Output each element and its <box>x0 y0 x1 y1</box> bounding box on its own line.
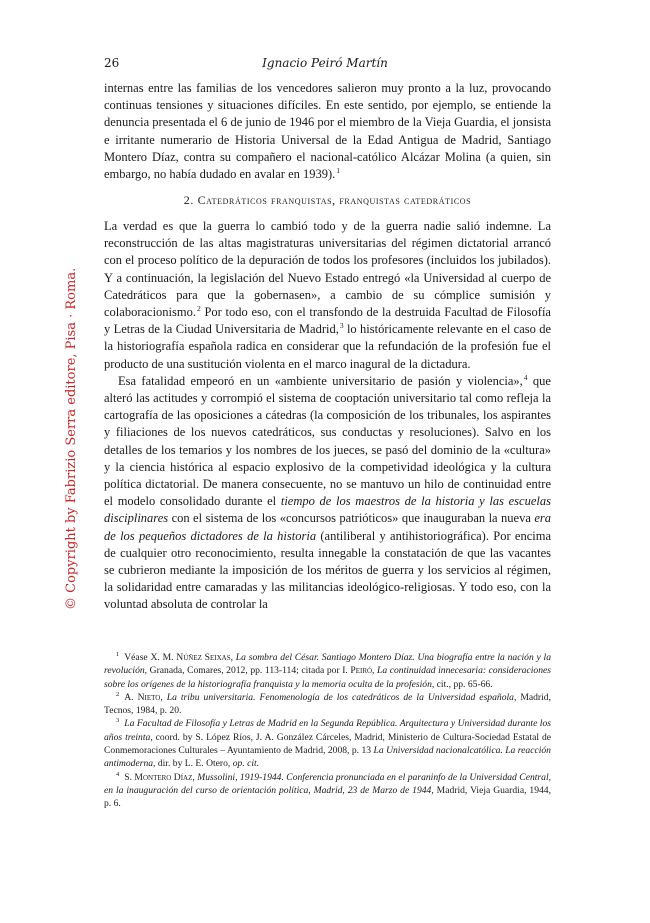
fn4-author: Montero Díaz <box>134 771 193 783</box>
page-number: 26 <box>104 56 120 70</box>
fn1-title2: La continuidad innecesaria: consideraciones sobre los orígenes de la historiografía franquista y la memoria oculta de la profesión <box>104 665 551 690</box>
footnote-ref-1[interactable]: 1 <box>336 166 341 176</box>
p1-text-a: La verdad es que la guerra lo cambió todo y de la guerra nadie salió indemne. La reconstrucción de las altas magistraturas universitarias del régimen dictatorial arrancó con el proceso político de la depuración de todos los profesores (incluidos los jubilados). Y a continuación, la legislación del Nuevo Estado entregó «la Universidad al cuerpo de Catedráticos para que la gobernasen», a cambio de su cómplice sumisión y colaboracionismo. <box>104 219 551 320</box>
fn1-t1: , <box>230 652 236 663</box>
fn4-t2: , Madrid, Vieja Guardia, 1944, p. 6. <box>104 784 551 810</box>
footnotes <box>104 651 551 811</box>
fn2-author: Nieto <box>137 691 161 703</box>
footnote-number: 4 <box>116 770 120 778</box>
p2-text-b: que alteró las actitudes y corrompió el sistema de cooptación universitario tal como refleja la cartografía de las oposiciones a cátedras (la composición de los tribunales, los aspirantes y filiaciones de los nuevos catedráticos, sus conductas y resoluciones). Salvo en los detalles de los temarios y los nombres de los jueces, se pasó del dominio de la «cultura» y la ciencia histórica al espacio explosivo de la competividad ideológica y la cultura política dictatorial. De manera consecuente, no se mantuvo un hilo de continuidad entre el modelo consolidado durante el <box>104 373 551 509</box>
footnote-ref-3[interactable]: 3 <box>339 321 344 331</box>
section-title: Catedráticos franquistas, franquistas catedráticos <box>197 193 472 207</box>
fn1-t2: , Granada, Comares, 2012, pp. 113-114; citada por I. <box>144 665 351 677</box>
fn1-author2: Peiró <box>350 665 373 677</box>
fn3-t1: , coord. by S. López Ríos, J. A. González Cárceles, Madrid, Ministerio de Cultura-Sociedad Estatal de Conmemoraciones Culturales – Ayuntamiento de Madrid, 2008, p. 13 <box>104 731 552 757</box>
section-heading <box>104 192 551 208</box>
fn2-t2: , Madrid, Tecnos, 1984, p. 20. <box>104 691 551 717</box>
section-body <box>104 218 551 614</box>
fn3-title2: La Universidad nacionalcatólica. La reacción antimoderna <box>104 745 551 770</box>
footnote-3 <box>104 717 551 770</box>
fn2-title: La tribu universitaria. Fenomenología de los catedráticos de la Universidad española <box>166 691 514 703</box>
fn1-t3: , <box>372 665 378 677</box>
fn1-author: Núñez Seixas <box>176 652 231 663</box>
p2-italic-1: tiempo de los maestros de la historia y las escuelas disciplinares <box>104 494 551 526</box>
footnote-2 <box>104 691 551 718</box>
running-head: Ignacio Peiró Martín <box>262 56 388 70</box>
footnote-4 <box>104 771 551 811</box>
fn3-t2: , dir. by L. E. Otero, <box>153 758 233 770</box>
fn3-opcit: op. cit. <box>232 758 260 770</box>
p1-text-b: Por todo eso, con el transfondo de la destruida Facultad de Filosofía y Letras de la Ciudad Universitaria de Madrid, <box>104 305 551 337</box>
intro-text: internas entre las familias de los vencedores salieron muy pronto a la luz, provocando continuas tensiones y situaciones difíciles. En este sentido, por ejemplo, se entiende la denuncia presentada el 6 de junio de 1946 por el miembro de la Vieja Guardia, el jonsista e irritante numerario de Historia Universal de la Edad Antigua de Madrid, Santiago Montero Díaz, contra su compañero el nacional-católico Alcázar Molina (a quien, sin embargo, no había dudado en avalar en 1939). <box>104 81 551 182</box>
p2-text-a: Esa fatalidad empeoró en un «ambiente universitario de pasión y violencia», <box>118 373 523 388</box>
p1-text-c: lo históricamente relevante en el caso de la historiografía española radica en considerar que la refundación de la profesión fue el producto de una sustitución violenta en el marco inagural de la dictadura. <box>104 322 552 371</box>
fn1-title: La sombra del César. Santiago Montero Díaz. Una biografía entre la nación y la revolución <box>104 652 552 677</box>
footnote-1 <box>104 651 551 691</box>
footnote-ref-4[interactable]: 4 <box>523 372 528 382</box>
footnote-number: 2 <box>116 690 120 698</box>
p2-text-c: con el sistema de los «concursos patrióticos» que inauguraban la nueva <box>168 511 535 526</box>
footnote-number: 3 <box>116 717 120 725</box>
fn4-t1: , <box>192 771 198 783</box>
footnote-number: 1 <box>116 651 120 658</box>
p2-italic-2: era de los pequeños dictadores de la historia <box>104 511 551 543</box>
body-paragraph-2 <box>104 373 551 614</box>
body-paragraph-1 <box>104 218 551 373</box>
fn1-t4: , cit., pp. 65-66. <box>431 678 493 690</box>
intro-paragraph <box>104 80 551 183</box>
p2-text-d: (antiliberal y antihistoriográfica). Por encima de cualquier otro reconocimiento, resulta innegable la constatación de que las vacantes se cubrieron mediante la imposición de los méritos de guerra y los servicios al régimen, la solidaridad entre camaradas y las militancias ideológico-religiosas. Y todo eso, con la voluntad absoluta de controlar la <box>104 528 551 612</box>
fn2-t1: , <box>160 691 167 703</box>
fn3-title: La Facultad de Filosofía y Letras de Madrid en la Segunda República. Arquitectura y Universidad durante los años treinta <box>104 718 551 743</box>
fn4-pre: S. <box>124 771 135 783</box>
fn4-title: Mussolini, 1919-1944. Conferencia pronunciada en el paraninfo de la Universidad Central, en la inauguración del curso de orientación política, Madrid, 23 de Marzo de 1944 <box>104 771 552 796</box>
section-number: 2. <box>183 193 194 207</box>
fn2-pre: A. <box>124 691 138 703</box>
footnote-ref-2[interactable]: 2 <box>197 304 201 314</box>
fn1-pre: Véase X. M. <box>124 652 177 663</box>
copyright-watermark: © Copyright by Fabrizio Serra editore, Pisa · Roma. <box>64 267 79 610</box>
